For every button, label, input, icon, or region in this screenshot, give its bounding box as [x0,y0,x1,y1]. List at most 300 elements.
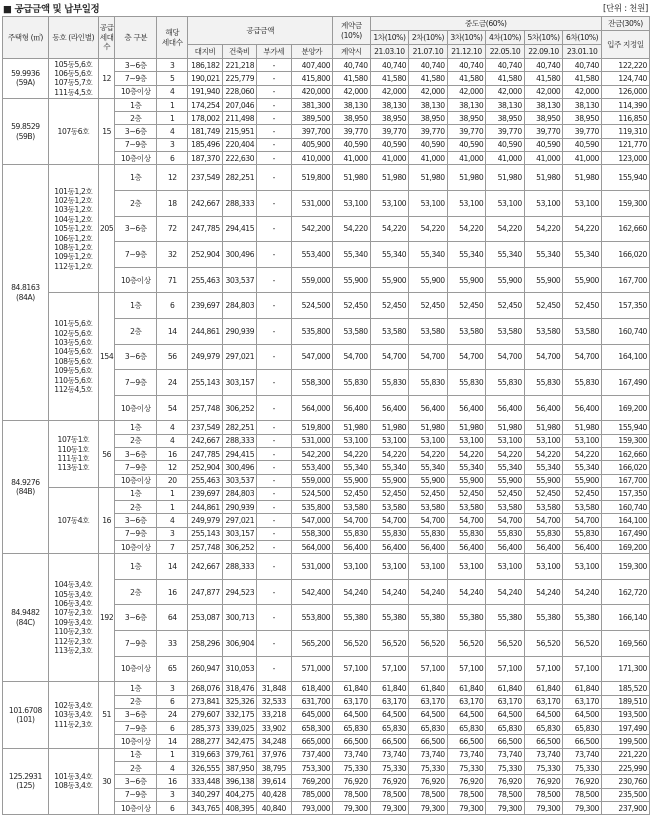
interim-cell: 52,450 [447,487,486,500]
vat-cell: 34,248 [257,735,291,748]
vat-cell: - [257,631,291,657]
building-line-cell: 101동5,6호 102동5,6호 103동5,6호 104동5,6호 108동5,6호 109동5,6호 110동5,6호 112동4,5호 [48,293,98,421]
balance-cell: 119,310 [601,125,649,138]
building-cost-cell: 288,333 [222,434,256,447]
interim-cell: 78,500 [409,788,448,801]
land-cost-cell: 279,607 [188,708,222,721]
floor-cell: 3~6층 [115,605,157,631]
building-cost-cell: 284,803 [222,487,256,500]
vat-cell: - [257,501,291,514]
header-interim-1: 1차(10%) [370,31,409,45]
household-count-cell: 4 [157,125,188,138]
interim-cell: 56,400 [447,540,486,553]
interim-cell: 66,500 [524,735,563,748]
balance-cell: 225,990 [601,762,649,775]
land-cost-cell: 181,749 [188,125,222,138]
contract-cell: 54,220 [333,216,371,242]
interim-cell: 40,590 [563,138,602,151]
interim-cell: 53,580 [563,318,602,344]
balance-cell: 221,220 [601,748,649,761]
interim-cell: 55,380 [447,605,486,631]
floor-cell: 1층 [115,748,157,761]
contract-cell: 52,450 [333,293,371,319]
interim-cell: 54,220 [486,216,525,242]
interim-cell: 53,100 [486,554,525,580]
household-count-cell: 16 [157,775,188,788]
sale-price-cell: 737,400 [291,748,333,761]
vat-cell: - [257,165,291,191]
interim-cell: 41,580 [563,72,602,85]
interim-cell: 52,450 [563,487,602,500]
interim-cell: 54,240 [409,579,448,605]
vat-cell: - [257,514,291,527]
interim-cell: 55,900 [524,267,563,293]
vat-cell: - [257,242,291,268]
header-bar [0,0,652,16]
household-count-cell: 1 [157,501,188,514]
household-count-cell: 7 [157,540,188,553]
interim-cell: 53,580 [409,318,448,344]
land-cost-cell: 244,861 [188,501,222,514]
interim-cell: 64,500 [524,708,563,721]
interim-cell: 54,700 [486,344,525,370]
interim-cell: 55,900 [409,267,448,293]
vat-cell: - [257,461,291,474]
building-cost-cell: 303,537 [222,267,256,293]
unit-label: [단위 : 천원] [602,4,648,14]
interim-cell: 39,770 [447,125,486,138]
interim-cell: 40,740 [370,59,409,72]
interim-cell: 40,590 [447,138,486,151]
supply-count-cell: 15 [98,98,115,164]
household-count-cell: 71 [157,267,188,293]
balance-cell: 157,350 [601,487,649,500]
building-line-cell: 102동3,4호 103동3,4호 111동2,3호 [48,682,98,748]
interim-cell: 55,340 [486,461,525,474]
balance-cell: 126,000 [601,85,649,98]
floor-cell: 2층 [115,318,157,344]
floor-cell: 10층이상 [115,152,157,165]
household-count-cell: 16 [157,447,188,460]
supply-count-cell: 12 [98,59,115,99]
balance-cell: 185,520 [601,682,649,695]
interim-cell: 53,580 [447,318,486,344]
interim-cell: 42,000 [524,85,563,98]
header-households: 공급 세대 수 [98,17,115,59]
contract-cell: 55,830 [333,370,371,396]
interim-cell: 55,340 [563,242,602,268]
table-row [3,748,650,761]
vat-cell: - [257,344,291,370]
floor-cell: 10층이상 [115,85,157,98]
land-cost-cell: 326,555 [188,762,222,775]
header-interim-2: 2차(10%) [409,31,448,45]
header-interim-date-3: 21.12.10 [447,45,486,59]
interim-cell: 41,000 [486,152,525,165]
interim-cell: 56,400 [563,395,602,421]
building-cost-cell: 339,025 [222,722,256,735]
interim-cell: 54,240 [370,579,409,605]
vat-cell: - [257,656,291,682]
header-land-cost: 대지비 [188,45,222,59]
land-cost-cell: 343,765 [188,801,222,814]
interim-cell: 54,700 [370,514,409,527]
building-cost-cell: 303,157 [222,370,256,396]
interim-cell: 55,830 [486,370,525,396]
vat-cell: - [257,85,291,98]
header-interim-date-2: 21.07.10 [409,45,448,59]
interim-cell: 40,740 [524,59,563,72]
floor-cell: 3~6층 [115,775,157,788]
interim-cell: 54,700 [486,514,525,527]
interim-cell: 76,920 [447,775,486,788]
contract-cell: 55,380 [333,605,371,631]
building-cost-cell: 294,523 [222,579,256,605]
balance-cell: 121,770 [601,138,649,151]
contract-cell: 56,400 [333,395,371,421]
interim-cell: 41,000 [370,152,409,165]
interim-cell: 54,220 [524,216,563,242]
interim-cell: 52,450 [524,487,563,500]
building-cost-cell: 387,950 [222,762,256,775]
floor-cell: 7~9층 [115,72,157,85]
interim-cell: 65,830 [370,722,409,735]
balance-cell: 197,490 [601,722,649,735]
interim-cell: 66,500 [563,735,602,748]
balance-cell: 167,700 [601,474,649,487]
building-cost-cell: 222,630 [222,152,256,165]
header-building-cost: 건축비 [222,45,256,59]
sale-price-cell: 405,900 [291,138,333,151]
interim-cell: 55,340 [409,461,448,474]
vat-cell: - [257,434,291,447]
interim-cell: 41,000 [447,152,486,165]
balance-cell: 169,560 [601,631,649,657]
balance-cell: 159,300 [601,554,649,580]
interim-cell: 61,840 [447,682,486,695]
floor-cell: 2층 [115,190,157,216]
building-line-cell: 101동3,4호 108동3,4호 [48,748,98,814]
interim-cell: 55,900 [486,474,525,487]
interim-cell: 79,300 [409,801,448,814]
interim-cell: 38,950 [486,112,525,125]
household-count-cell: 20 [157,474,188,487]
interim-cell: 53,100 [370,190,409,216]
interim-cell: 55,900 [447,267,486,293]
sale-price-cell: 753,300 [291,762,333,775]
header-balance: 잔금(30%) [601,17,649,31]
table-row [3,98,650,111]
vat-cell: - [257,125,291,138]
interim-cell: 57,100 [524,656,563,682]
vat-cell: 33,218 [257,708,291,721]
header-interim-5: 5차(10%) [524,31,563,45]
interim-cell: 75,330 [563,762,602,775]
floor-cell: 3~6층 [115,344,157,370]
interim-cell: 55,380 [370,605,409,631]
sale-price-cell: 519,800 [291,421,333,434]
floor-cell: 1층 [115,487,157,500]
building-cost-cell: 306,252 [222,540,256,553]
interim-cell: 55,380 [486,605,525,631]
contract-cell: 55,900 [333,267,371,293]
interim-cell: 79,300 [486,801,525,814]
interim-cell: 76,920 [563,775,602,788]
balance-cell: 122,220 [601,59,649,72]
interim-cell: 56,520 [563,631,602,657]
interim-cell: 56,400 [524,395,563,421]
interim-cell: 79,300 [447,801,486,814]
interim-cell: 65,830 [447,722,486,735]
interim-cell: 78,500 [447,788,486,801]
vat-cell: - [257,487,291,500]
balance-cell: 193,500 [601,708,649,721]
household-count-cell: 14 [157,318,188,344]
building-cost-cell: 332,175 [222,708,256,721]
contract-cell: 63,170 [333,695,371,708]
sale-price-cell: 519,800 [291,165,333,191]
balance-cell: 162,720 [601,579,649,605]
interim-cell: 57,100 [370,656,409,682]
interim-cell: 75,330 [370,762,409,775]
supply-count-cell: 30 [98,748,115,814]
land-cost-cell: 288,277 [188,735,222,748]
balance-cell: 167,490 [601,527,649,540]
interim-cell: 42,000 [563,85,602,98]
sale-price-cell: 524,500 [291,487,333,500]
interim-cell: 54,220 [409,447,448,460]
interim-cell: 55,340 [524,242,563,268]
building-cost-cell: 310,053 [222,656,256,682]
interim-cell: 63,170 [370,695,409,708]
balance-cell: 167,490 [601,370,649,396]
vat-cell: - [257,527,291,540]
interim-cell: 53,100 [486,434,525,447]
building-cost-cell: 325,326 [222,695,256,708]
interim-cell: 54,220 [409,216,448,242]
vat-cell: - [257,447,291,460]
interim-cell: 52,450 [486,487,525,500]
balance-cell: 167,700 [601,267,649,293]
interim-cell: 41,580 [409,72,448,85]
building-cost-cell: 303,537 [222,474,256,487]
floor-cell: 2층 [115,501,157,514]
floor-cell: 2층 [115,762,157,775]
interim-cell: 54,220 [370,447,409,460]
table-row [3,682,650,695]
interim-cell: 51,980 [524,421,563,434]
building-line-cell: 107동6호 [48,98,98,164]
building-line-cell: 105동5,6호 106동5,6호 107동5,7호 111동4,5호 [48,59,98,99]
interim-cell: 55,340 [524,461,563,474]
interim-cell: 53,580 [447,501,486,514]
contract-cell: 79,300 [333,801,371,814]
balance-cell: 159,300 [601,190,649,216]
household-count-cell: 4 [157,85,188,98]
vat-cell: - [257,293,291,319]
sale-price-cell: 547,000 [291,344,333,370]
interim-cell: 65,830 [409,722,448,735]
interim-cell: 55,340 [370,461,409,474]
land-cost-cell: 340,297 [188,788,222,801]
contract-cell: 65,830 [333,722,371,735]
interim-cell: 57,100 [409,656,448,682]
land-cost-cell: 273,841 [188,695,222,708]
supply-count-cell: 16 [98,487,115,553]
vat-cell: - [257,421,291,434]
interim-cell: 55,830 [447,527,486,540]
building-cost-cell: 318,476 [222,682,256,695]
page-title: ■ 공급금액 및 납부일정 [3,4,100,15]
balance-cell: 114,390 [601,98,649,111]
sale-price-cell: 645,000 [291,708,333,721]
interim-cell: 40,590 [370,138,409,151]
interim-cell: 41,000 [409,152,448,165]
interim-cell: 73,740 [563,748,602,761]
land-cost-cell: 174,254 [188,98,222,111]
building-cost-cell: 207,046 [222,98,256,111]
contract-cell: 38,950 [333,112,371,125]
interim-cell: 73,740 [370,748,409,761]
land-cost-cell: 187,370 [188,152,222,165]
interim-cell: 51,980 [486,421,525,434]
balance-cell: 230,760 [601,775,649,788]
vat-cell: - [257,59,291,72]
sale-price-cell: 397,700 [291,125,333,138]
building-cost-cell: 221,218 [222,59,256,72]
building-cost-cell: 290,939 [222,318,256,344]
building-cost-cell: 306,252 [222,395,256,421]
interim-cell: 38,130 [447,98,486,111]
sale-price-cell: 559,000 [291,267,333,293]
building-cost-cell: 300,713 [222,605,256,631]
floor-cell: 3~6층 [115,125,157,138]
interim-cell: 55,830 [447,370,486,396]
interim-cell: 38,130 [563,98,602,111]
interim-cell: 53,580 [524,501,563,514]
interim-cell: 40,740 [447,59,486,72]
building-cost-cell: 220,404 [222,138,256,151]
household-count-cell: 4 [157,762,188,775]
interim-cell: 53,580 [524,318,563,344]
table-row [3,421,650,434]
contract-cell: 64,500 [333,708,371,721]
land-cost-cell: 258,296 [188,631,222,657]
land-cost-cell: 242,667 [188,554,222,580]
header-interim-date-4: 22.05.10 [486,45,525,59]
floor-cell: 2층 [115,434,157,447]
interim-cell: 38,950 [563,112,602,125]
housing-type-cell: 125.2931 (125) [3,748,49,814]
land-cost-cell: 247,785 [188,216,222,242]
interim-cell: 57,100 [563,656,602,682]
interim-cell: 41,580 [524,72,563,85]
header-supply-price: 공급금액 [188,17,333,45]
interim-cell: 53,580 [486,501,525,514]
supply-count-cell: 205 [98,165,115,293]
building-cost-cell: 282,251 [222,421,256,434]
interim-cell: 54,240 [524,579,563,605]
balance-cell: 162,660 [601,216,649,242]
contract-cell: 51,980 [333,421,371,434]
interim-cell: 56,520 [486,631,525,657]
interim-cell: 51,980 [447,165,486,191]
vat-cell: - [257,190,291,216]
household-count-cell: 24 [157,708,188,721]
table-row [3,59,650,72]
contract-cell: 51,980 [333,165,371,191]
interim-cell: 55,900 [563,267,602,293]
interim-cell: 64,500 [409,708,448,721]
land-cost-cell: 186,182 [188,59,222,72]
interim-cell: 54,220 [447,447,486,460]
sale-price-cell: 559,000 [291,474,333,487]
floor-cell: 2층 [115,579,157,605]
land-cost-cell: 190,021 [188,72,222,85]
sale-price-cell: 415,800 [291,72,333,85]
interim-cell: 38,130 [524,98,563,111]
interim-cell: 79,300 [524,801,563,814]
sale-price-cell: 535,800 [291,501,333,514]
interim-cell: 75,330 [447,762,486,775]
interim-cell: 55,900 [563,474,602,487]
interim-cell: 56,400 [563,540,602,553]
building-cost-cell: 297,021 [222,344,256,370]
interim-cell: 39,770 [409,125,448,138]
household-count-cell: 1 [157,98,188,111]
header-interim-3: 3차(10%) [447,31,486,45]
household-count-cell: 6 [157,152,188,165]
interim-cell: 55,830 [486,527,525,540]
interim-cell: 55,830 [409,370,448,396]
vat-cell: - [257,370,291,396]
interim-cell: 52,450 [409,487,448,500]
interim-cell: 56,400 [524,540,563,553]
interim-cell: 64,500 [486,708,525,721]
interim-cell: 42,000 [486,85,525,98]
sale-price-cell: 618,400 [291,682,333,695]
sale-price-cell: 389,500 [291,112,333,125]
interim-cell: 54,700 [447,344,486,370]
contract-cell: 53,100 [333,554,371,580]
floor-cell: 1층 [115,682,157,695]
building-cost-cell: 297,021 [222,514,256,527]
interim-cell: 51,980 [486,165,525,191]
interim-cell: 54,700 [370,344,409,370]
housing-type-cell: 84.8163 (84A) [3,165,49,421]
interim-cell: 38,130 [486,98,525,111]
interim-cell: 78,500 [524,788,563,801]
floor-cell: 3~6층 [115,447,157,460]
interim-cell: 53,100 [524,434,563,447]
interim-cell: 42,000 [409,85,448,98]
household-count-cell: 3 [157,59,188,72]
land-cost-cell: 191,940 [188,85,222,98]
balance-cell: 189,510 [601,695,649,708]
vat-cell: - [257,540,291,553]
interim-cell: 51,980 [524,165,563,191]
sale-price-cell: 564,000 [291,395,333,421]
table-header [3,17,650,59]
contract-cell: 54,220 [333,447,371,460]
contract-cell: 53,580 [333,501,371,514]
interim-cell: 52,450 [447,293,486,319]
land-cost-cell: 253,087 [188,605,222,631]
building-line-cell: 104동3,4호 105동3,4호 106동3,4호 107동2,3호 109동3,4호 110동2,3호 112동2,3호 113동2,3호 [48,554,98,682]
interim-cell: 51,980 [447,421,486,434]
household-count-cell: 56 [157,344,188,370]
floor-cell: 2층 [115,112,157,125]
